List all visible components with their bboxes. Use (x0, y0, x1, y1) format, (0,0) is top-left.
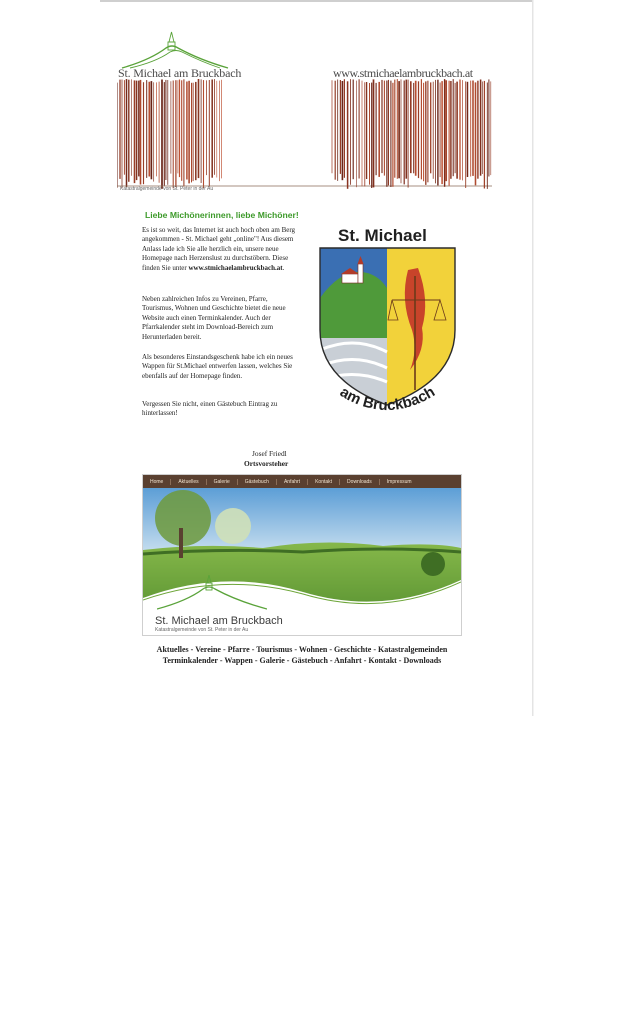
website-title: St. Michael am Bruckbach (155, 615, 283, 627)
coat-of-arms (300, 240, 460, 425)
brand-url[interactable]: www.stmichaelambruckbach.at (333, 66, 473, 80)
letter-paragraph-1 (142, 226, 300, 273)
brand-title: St. Michael am Bruckbach (118, 66, 242, 80)
letter-paragraph-3: Als besonderes Einstandsgeschenk habe ich ein neues Wappen für St.Michael entwerfen lassen, welches Sie ebenfalls auf der Homepage finden. (142, 353, 293, 380)
footer-nav-line-1: Aktuelles - Vereine - Pfarre - Tourismus - Wohnen - Geschichte - Katastralgemeinden (156, 645, 448, 654)
nav-item-gaestebuch[interactable]: Gästebuch (238, 479, 277, 485)
letter-paragraph-4: Vergessen Sie nicht, einen Gästebuch Eintrag zu hinterlassen! (142, 400, 278, 418)
footer-nav-line-2: Terminkalender - Wappen - Galerie - Gästebuch - Anfahrt - Kontakt - Downloads (162, 656, 442, 665)
website-logo-icon (157, 575, 267, 611)
nav-item-impressum[interactable]: Impressum (386, 478, 412, 485)
website-subtitle: Katastralgemeinde von St. Peter in der Au (155, 627, 249, 633)
letter-greeting: Liebe Michönerinnen, liebe Michöner! (145, 210, 299, 220)
nav-item-aktuelles[interactable]: Aktuelles (171, 479, 206, 485)
crest-title: St. Michael (338, 226, 427, 245)
letter-paragraph-1-end: . (282, 263, 285, 272)
nav-item-anfahrt[interactable]: Anfahrt (277, 479, 308, 485)
letter-url-link[interactable]: www.stmichaelambruckbach.at (188, 263, 283, 272)
nav-item-downloads[interactable]: Downloads (340, 479, 380, 485)
barcode-banner (117, 73, 492, 193)
signature-role: Ortsvorsteher (244, 459, 289, 468)
landscape-photo (143, 488, 461, 635)
church-hill-logo (120, 30, 230, 70)
website-preview (142, 474, 462, 636)
nav-item-kontakt[interactable]: Kontakt (308, 479, 340, 485)
letter-paragraph-2: Neben zahlreichen Infos zu Vereinen, Pfarre, Tourismus, Wohnen und Geschichte bietet die neue Website auch einen Terminkalender. Auch der Pfarrkalender steht im Download-Bereich zum Herunterladen bereit. (142, 295, 286, 341)
crest-subtitle-path: am Bruckbach (336, 383, 438, 415)
nav-item-home[interactable]: Home (143, 479, 171, 485)
website-nav-bar (143, 475, 461, 488)
page-top-edge (100, 0, 532, 2)
signature-name: Josef Friedl (252, 449, 287, 458)
nav-item-galerie[interactable]: Galerie (207, 479, 238, 485)
letter-paragraph-1-text: Es ist so weit, das Internet ist auch hoch oben am Berg angekommen - St. Michael geht „online"! Aus diesem Anlass lade ich Sie alle herzlich ein, unsere neue Homepage nach Herzenslust zu durchstöbern. Diese finden Sie unter (142, 226, 296, 272)
banner-caption: Katastralgemeinde von St. Peter in der Au (120, 186, 214, 192)
